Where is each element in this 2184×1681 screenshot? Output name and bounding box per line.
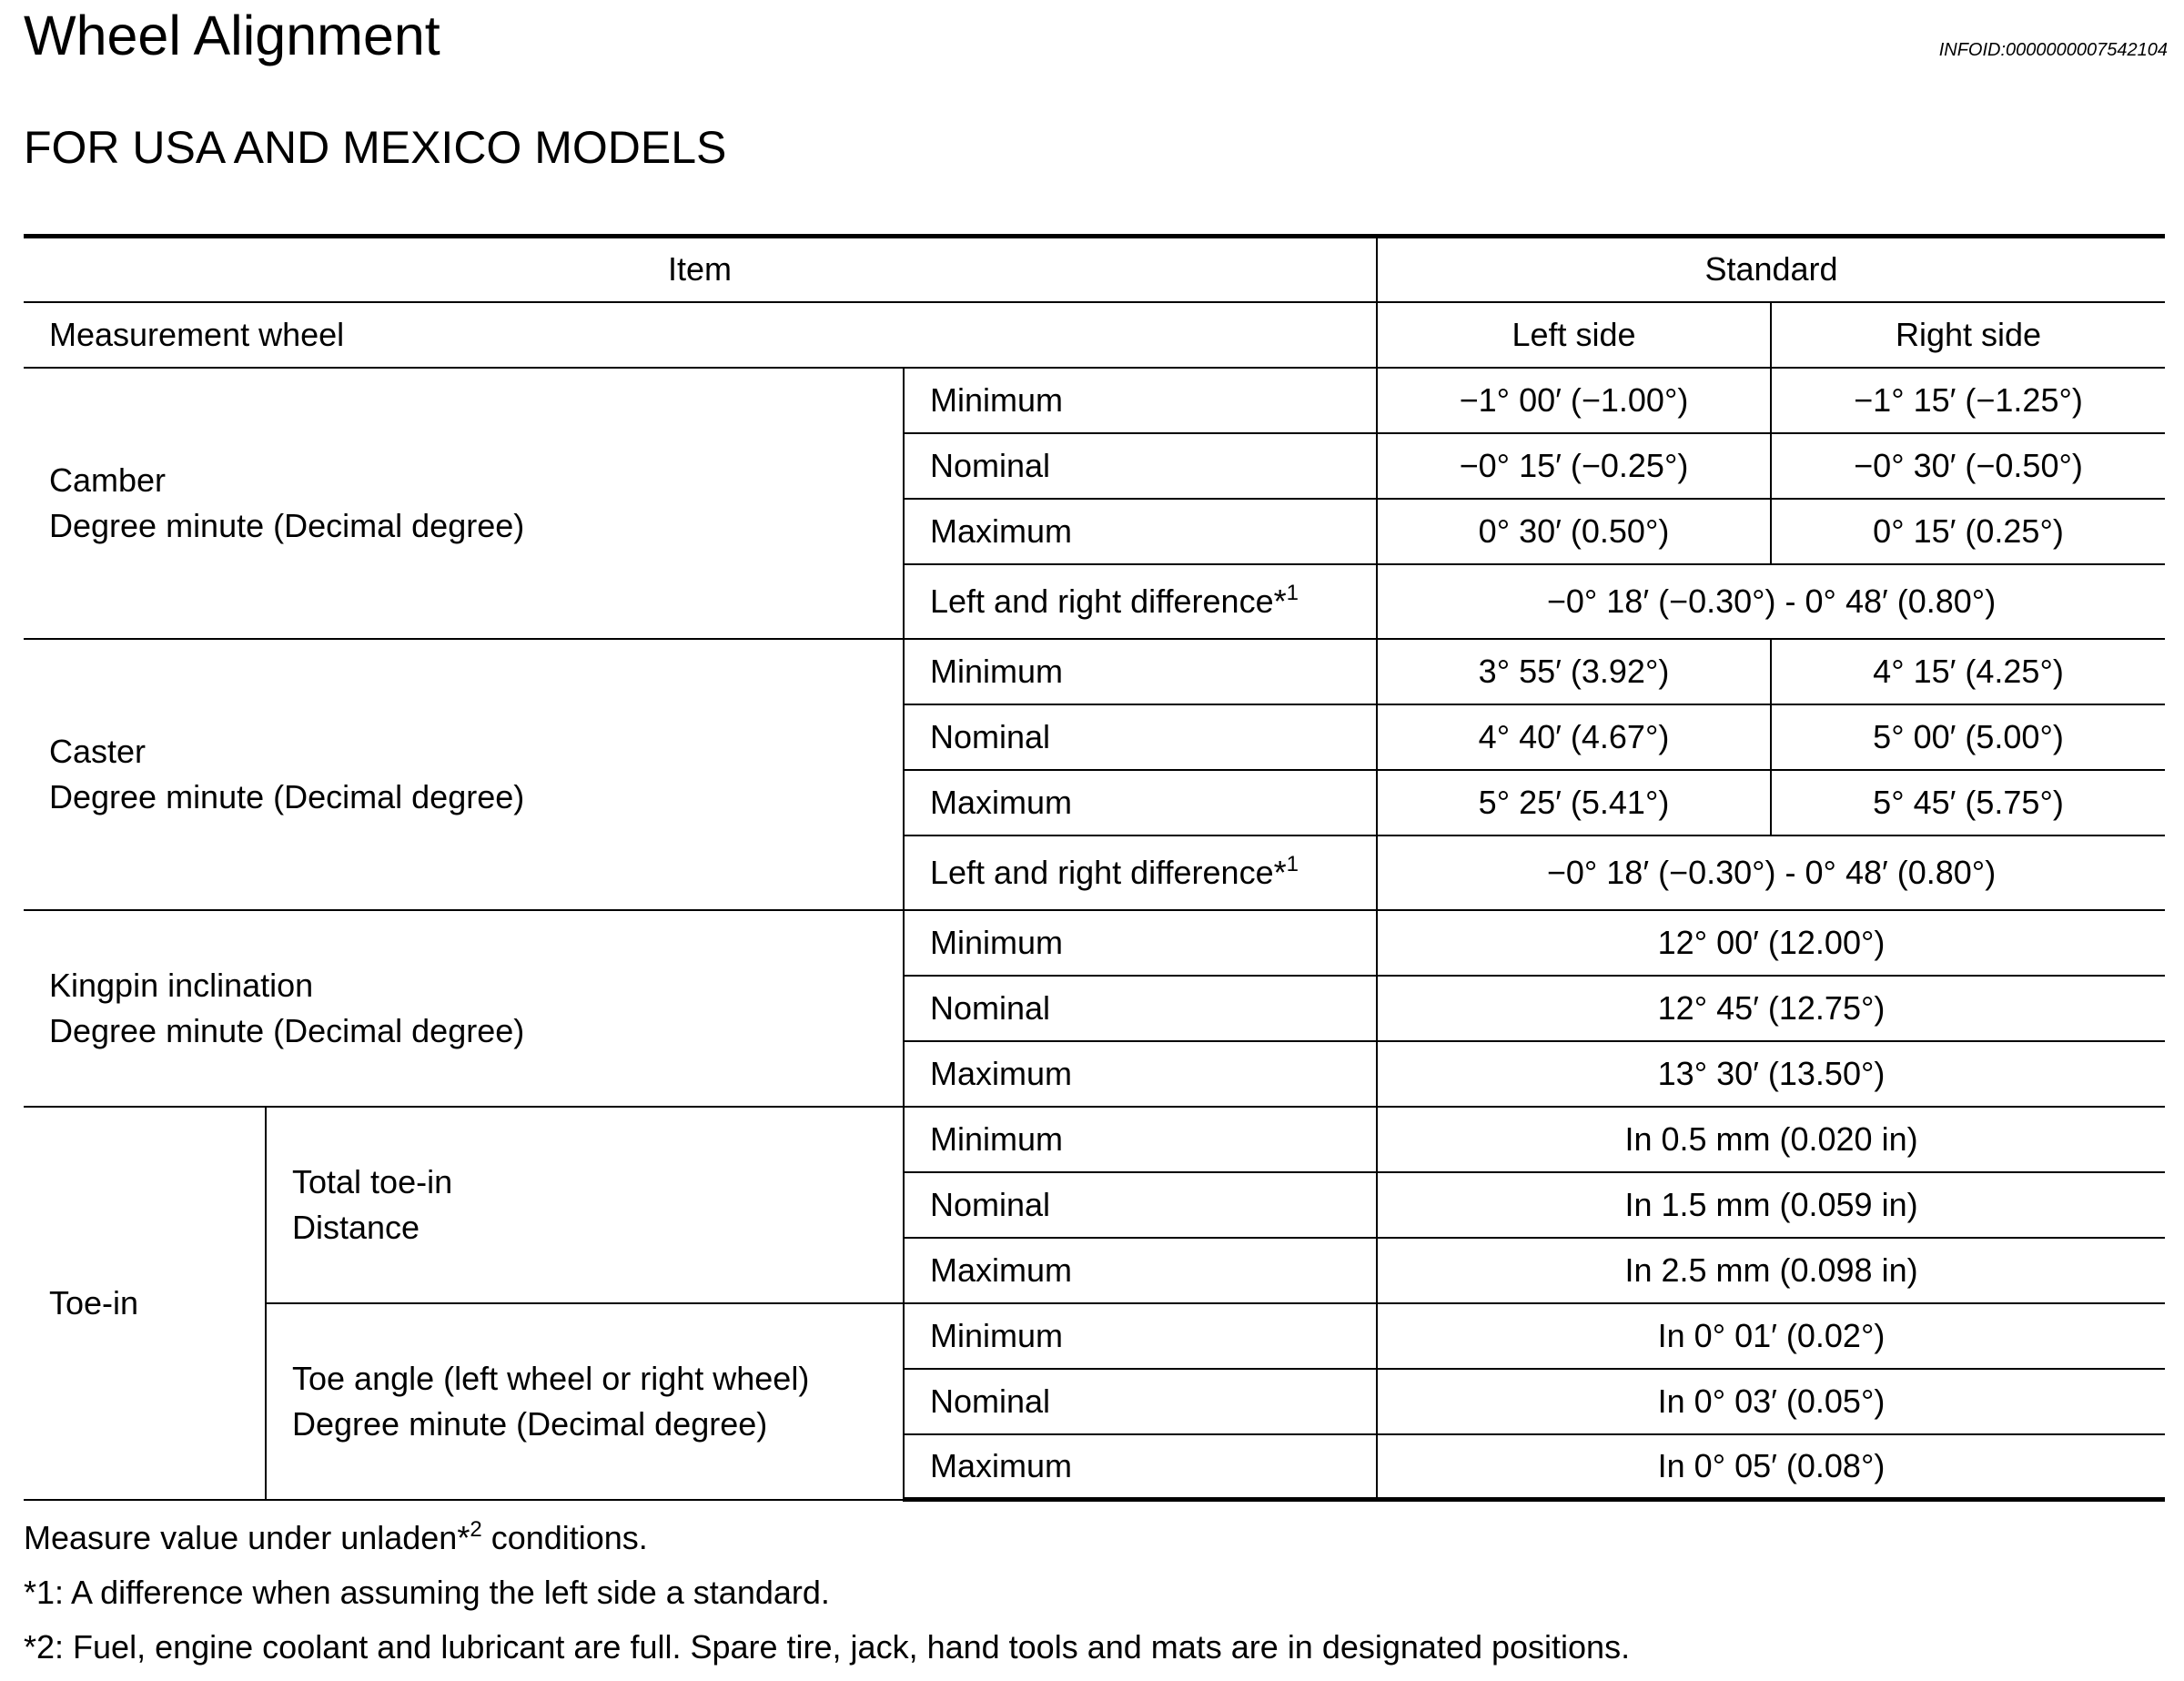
caster-min-right: 4° 15′ (4.25°) bbox=[1771, 639, 2165, 704]
camber-min-right: −1° 15′ (−1.25°) bbox=[1771, 368, 2165, 433]
kingpin-max: 13° 30′ (13.50°) bbox=[1377, 1041, 2165, 1107]
unladen-note-text: Measure value under unladen* bbox=[24, 1519, 470, 1556]
label-lr-difference bbox=[904, 564, 1377, 639]
footnote-2: *2: Fuel, engine coolant and lubricant are full. Spare tire, jack, hand tools and mats are in designated positions. bbox=[24, 1628, 1631, 1666]
measurement-wheel-label: Measurement wheel bbox=[24, 302, 1377, 368]
camber-max-left: 0° 30′ (0.50°) bbox=[1377, 499, 1771, 564]
label-lr-difference bbox=[904, 835, 1377, 910]
toe-angle-max: In 0° 05′ (0.08°) bbox=[1377, 1434, 2165, 1500]
label-minimum: Minimum bbox=[904, 1107, 1377, 1172]
camber-name: Camber bbox=[49, 461, 167, 499]
caster-nom-left: 4° 40′ (4.67°) bbox=[1377, 704, 1771, 770]
caster-group bbox=[24, 639, 904, 910]
label-minimum: Minimum bbox=[904, 639, 1377, 704]
label-minimum: Minimum bbox=[904, 1303, 1377, 1369]
kingpin-name: Kingpin inclination bbox=[49, 966, 314, 1004]
left-side-header: Left side bbox=[1377, 302, 1771, 368]
kingpin-nom: 12° 45′ (12.75°) bbox=[1377, 976, 2165, 1041]
camber-group bbox=[24, 368, 904, 639]
page-title: Wheel Alignment bbox=[24, 5, 440, 66]
total-toe-min: In 0.5 mm (0.020 in) bbox=[1377, 1107, 2165, 1172]
caster-nom-right: 5° 00′ (5.00°) bbox=[1771, 704, 2165, 770]
notes bbox=[24, 1511, 1630, 1675]
measurement-wheel-row bbox=[24, 302, 2165, 368]
label-nominal: Nominal bbox=[904, 704, 1377, 770]
unladen-footnote-mark: 2 bbox=[470, 1517, 482, 1542]
toe-in-group: Toe-in bbox=[24, 1107, 266, 1500]
total-toe-max: In 2.5 mm (0.098 in) bbox=[1377, 1238, 2165, 1303]
lr-diff-footnote-mark: 1 bbox=[1286, 851, 1299, 876]
kingpin-min: 12° 00′ (12.00°) bbox=[1377, 910, 2165, 976]
caster-name: Caster bbox=[49, 732, 147, 770]
table-row bbox=[24, 1303, 2165, 1369]
camber-diff: −0° 18′ (−0.30°) - 0° 48′ (0.80°) bbox=[1377, 564, 2165, 639]
total-toe-in-unit: Distance bbox=[292, 1208, 420, 1246]
toe-angle-unit: Degree minute (Decimal degree) bbox=[292, 1404, 768, 1443]
label-nominal: Nominal bbox=[904, 1172, 1377, 1238]
label-maximum: Maximum bbox=[904, 1434, 1377, 1500]
footnote-1: *1: A difference when assuming the left side a standard. bbox=[24, 1574, 830, 1611]
unladen-note bbox=[24, 1511, 1630, 1565]
toe-angle-min: In 0° 01′ (0.02°) bbox=[1377, 1303, 2165, 1369]
lr-diff-footnote-mark: 1 bbox=[1286, 580, 1299, 605]
toe-angle-nom: In 0° 03′ (0.05°) bbox=[1377, 1369, 2165, 1434]
table-row bbox=[24, 1107, 2165, 1172]
camber-unit: Degree minute (Decimal degree) bbox=[49, 506, 525, 544]
caster-min-left: 3° 55′ (3.92°) bbox=[1377, 639, 1771, 704]
camber-max-right: 0° 15′ (0.25°) bbox=[1771, 499, 2165, 564]
label-minimum: Minimum bbox=[904, 368, 1377, 433]
kingpin-group bbox=[24, 910, 904, 1107]
right-side-header: Right side bbox=[1771, 302, 2165, 368]
camber-nom-right: −0° 30′ (−0.50°) bbox=[1771, 433, 2165, 499]
section-title: FOR USA AND MEXICO MODELS bbox=[24, 122, 727, 173]
caster-diff: −0° 18′ (−0.30°) - 0° 48′ (0.80°) bbox=[1377, 835, 2165, 910]
total-toe-in-group bbox=[266, 1107, 904, 1303]
label-maximum: Maximum bbox=[904, 499, 1377, 564]
label-nominal: Nominal bbox=[904, 1369, 1377, 1434]
total-toe-in-name: Total toe-in bbox=[292, 1162, 453, 1200]
total-toe-nom: In 1.5 mm (0.059 in) bbox=[1377, 1172, 2165, 1238]
wheel-alignment-table bbox=[24, 234, 2165, 1502]
unladen-note-tail: conditions. bbox=[481, 1519, 648, 1556]
table-header-row bbox=[24, 237, 2165, 302]
label-maximum: Maximum bbox=[904, 1041, 1377, 1107]
table-row bbox=[24, 639, 2165, 704]
label-maximum: Maximum bbox=[904, 1238, 1377, 1303]
label-minimum: Minimum bbox=[904, 910, 1377, 976]
toe-angle-group bbox=[266, 1303, 904, 1500]
lr-diff-text: Left and right difference* bbox=[930, 582, 1287, 620]
header-item: Item bbox=[24, 237, 1377, 302]
caster-unit: Degree minute (Decimal degree) bbox=[49, 777, 525, 815]
camber-nom-left: −0° 15′ (−0.25°) bbox=[1377, 433, 1771, 499]
toe-angle-name: Toe angle (left wheel or right wheel) bbox=[292, 1359, 810, 1397]
label-maximum: Maximum bbox=[904, 770, 1377, 835]
camber-min-left: −1° 00′ (−1.00°) bbox=[1377, 368, 1771, 433]
table-row bbox=[24, 910, 2165, 976]
kingpin-unit: Degree minute (Decimal degree) bbox=[49, 1011, 525, 1049]
info-id: INFOID:0000000007542104 bbox=[1938, 40, 2168, 60]
header-standard: Standard bbox=[1377, 237, 2165, 302]
table-row bbox=[24, 368, 2165, 433]
lr-diff-text: Left and right difference* bbox=[930, 853, 1287, 891]
label-nominal: Nominal bbox=[904, 976, 1377, 1041]
caster-max-right: 5° 45′ (5.75°) bbox=[1771, 770, 2165, 835]
caster-max-left: 5° 25′ (5.41°) bbox=[1377, 770, 1771, 835]
label-nominal: Nominal bbox=[904, 433, 1377, 499]
